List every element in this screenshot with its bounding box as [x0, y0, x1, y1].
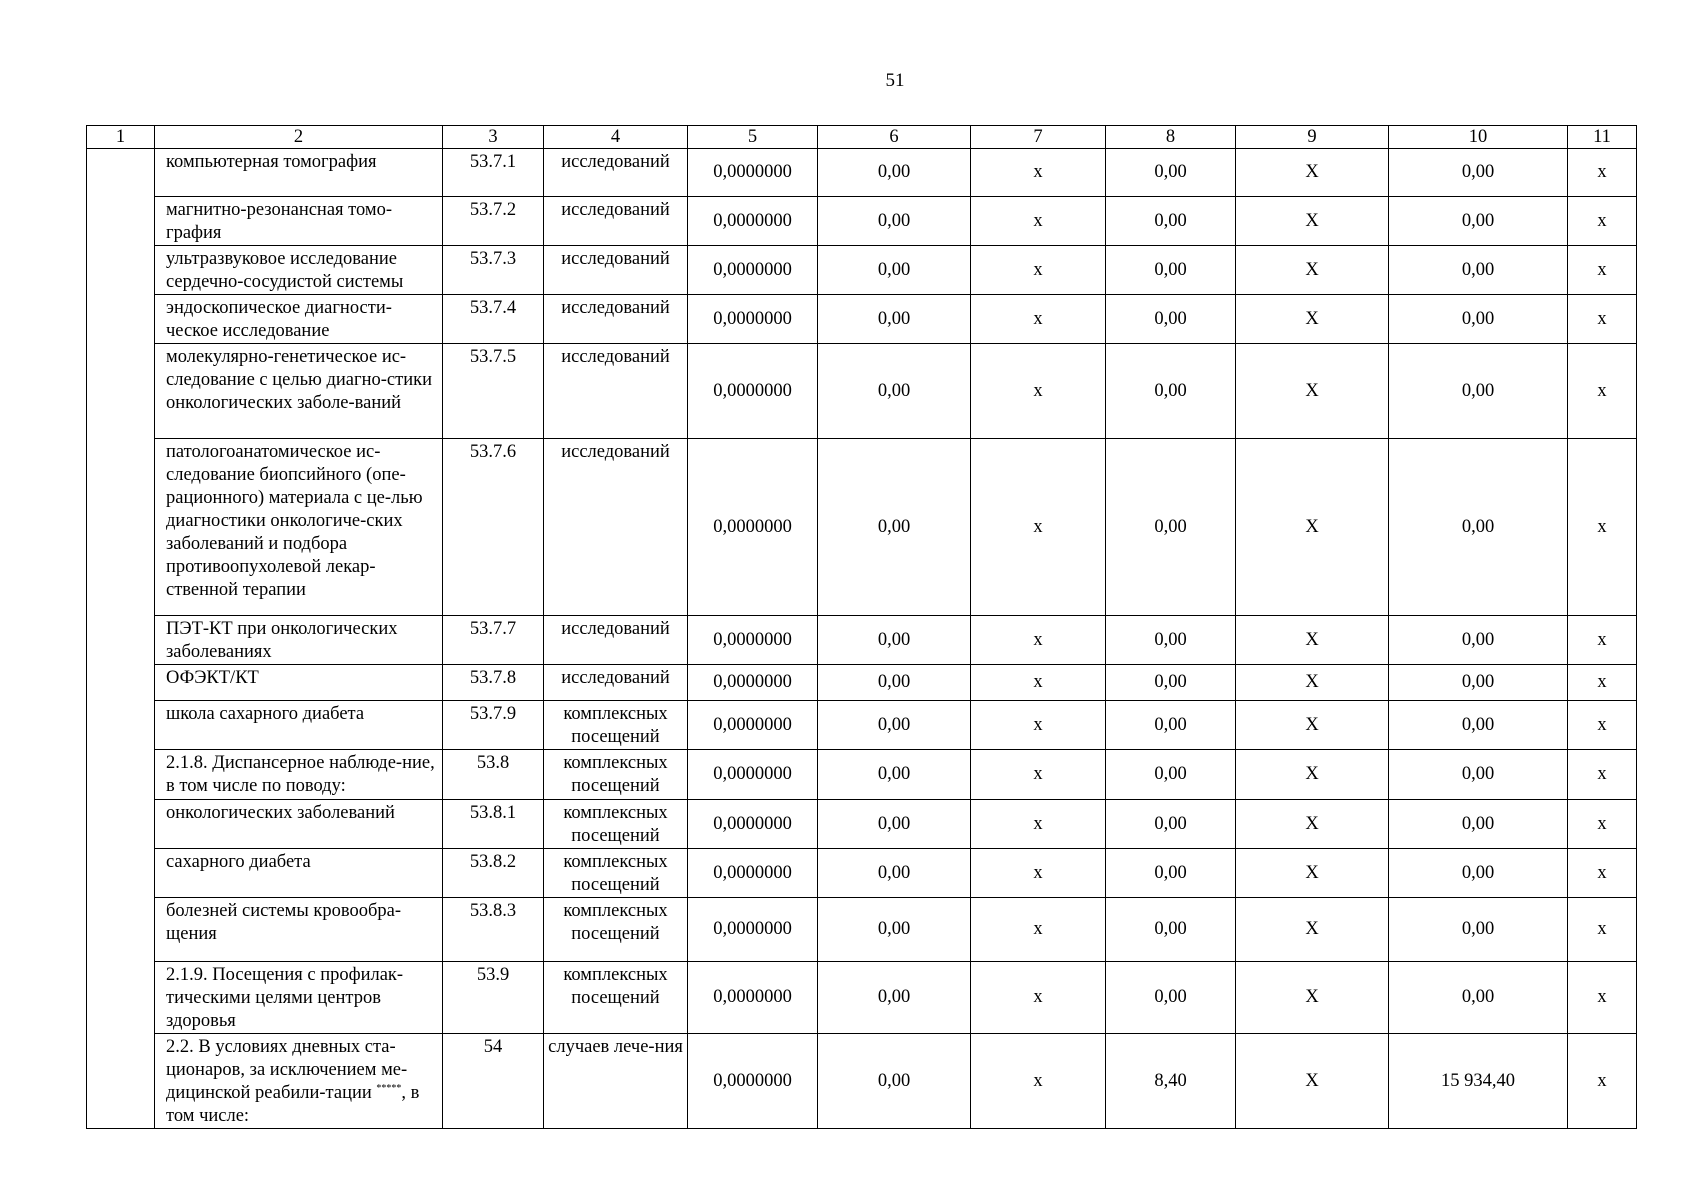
cell-col-5: 0,0000000 [688, 439, 818, 616]
cell-col-8: 0,00 [1106, 962, 1236, 1034]
cell-col-11: х [1568, 800, 1637, 849]
cell-col-11: х [1568, 750, 1637, 800]
cell-col-10: 0,00 [1389, 849, 1568, 898]
row-unit: комплексных посещений [544, 898, 688, 962]
cell-col-6: 0,00 [818, 616, 971, 665]
cell-col-8: 0,00 [1106, 800, 1236, 849]
table-row [87, 800, 1637, 849]
cell-col-11: х [1568, 701, 1637, 750]
row-name: эндоскопическое диагности-ческое исследование [155, 295, 443, 344]
row-unit: исследований [544, 149, 688, 197]
cell-col-9: X [1236, 344, 1389, 439]
cell-col-7: х [971, 616, 1106, 665]
cell-col-5: 0,0000000 [688, 849, 818, 898]
column-header: 4 [544, 126, 688, 149]
cell-col-5: 0,0000000 [688, 246, 818, 295]
cell-col-6: 0,00 [818, 800, 971, 849]
cell-col-11: х [1568, 246, 1637, 295]
data-table [86, 125, 1637, 1129]
cell-col-7: х [971, 898, 1106, 962]
cell-col-6: 0,00 [818, 898, 971, 962]
cell-col-8: 8,40 [1106, 1034, 1236, 1129]
cell-col-9: X [1236, 149, 1389, 197]
cell-col-11: х [1568, 197, 1637, 246]
cell-col-5: 0,0000000 [688, 197, 818, 246]
cell-col-7: х [971, 439, 1106, 616]
cell-col-10: 0,00 [1389, 197, 1568, 246]
cell-col-9: X [1236, 750, 1389, 800]
row-name: магнитно-резонансная томо-графия [155, 197, 443, 246]
column-header: 10 [1389, 126, 1568, 149]
table-row [87, 962, 1637, 1034]
cell-col-8: 0,00 [1106, 149, 1236, 197]
table-row [87, 246, 1637, 295]
cell-col-5: 0,0000000 [688, 750, 818, 800]
cell-col-10: 0,00 [1389, 701, 1568, 750]
cell-col-9: X [1236, 962, 1389, 1034]
cell-col-7: х [971, 295, 1106, 344]
row-unit: исследований [544, 246, 688, 295]
table-row [87, 701, 1637, 750]
cell-col-5: 0,0000000 [688, 898, 818, 962]
cell-col-7: х [971, 344, 1106, 439]
row-unit: исследований [544, 439, 688, 616]
header-row [87, 126, 1637, 149]
cell-col-9: X [1236, 800, 1389, 849]
row-unit: комплексных посещений [544, 800, 688, 849]
row-name: онкологических заболеваний [155, 800, 443, 849]
cell-col-10: 0,00 [1389, 439, 1568, 616]
table-row [87, 149, 1637, 197]
row-code: 53.7.9 [443, 701, 544, 750]
cell-col-9: X [1236, 246, 1389, 295]
column-header: 1 [87, 126, 155, 149]
cell-col-8: 0,00 [1106, 898, 1236, 962]
column-header: 5 [688, 126, 818, 149]
cell-col-5: 0,0000000 [688, 295, 818, 344]
cell-col-11: х [1568, 1034, 1637, 1129]
cell-col-6: 0,00 [818, 750, 971, 800]
cell-col-6: 0,00 [818, 295, 971, 344]
cell-col-6: 0,00 [818, 439, 971, 616]
column-header: 7 [971, 126, 1106, 149]
table-row [87, 295, 1637, 344]
row-code: 53.7.7 [443, 616, 544, 665]
page-number: 51 [885, 70, 905, 91]
row-name-text: 2.2. В условиях дневных ста-ционаров, за исключением ме-дицинской реабили-тации [166, 1037, 408, 1103]
cell-col-8: 0,00 [1106, 616, 1236, 665]
row-code: 53.8.1 [443, 800, 544, 849]
row-name: сахарного диабета [155, 849, 443, 898]
cell-col-10: 15 934,40 [1389, 1034, 1568, 1129]
row-name: молекулярно-генетическое ис-следование с целью диагно-стики онкологических заболе-ваний [155, 344, 443, 439]
cell-col-8: 0,00 [1106, 246, 1236, 295]
row-unit: исследований [544, 344, 688, 439]
cell-col-10: 0,00 [1389, 246, 1568, 295]
cell-col-10: 0,00 [1389, 800, 1568, 849]
cell-col-8: 0,00 [1106, 344, 1236, 439]
cell-col-5: 0,0000000 [688, 149, 818, 197]
row-code: 53.7.1 [443, 149, 544, 197]
row-code: 53.7.3 [443, 246, 544, 295]
row-unit: комплексных посещений [544, 701, 688, 750]
cell-col-8: 0,00 [1106, 439, 1236, 616]
cell-col-9: X [1236, 439, 1389, 616]
cell-col-10: 0,00 [1389, 295, 1568, 344]
cell-col-10: 0,00 [1389, 149, 1568, 197]
row-code: 53.9 [443, 962, 544, 1034]
row-unit: исследований [544, 197, 688, 246]
row-unit: исследований [544, 295, 688, 344]
row-code: 53.7.8 [443, 665, 544, 701]
cell-col-8: 0,00 [1106, 750, 1236, 800]
cell-col-10: 0,00 [1389, 665, 1568, 701]
cell-col-5: 0,0000000 [688, 665, 818, 701]
cell-col-11: х [1568, 149, 1637, 197]
cell-col-11: х [1568, 962, 1637, 1034]
cell-col-11: х [1568, 439, 1637, 616]
cell-col-6: 0,00 [818, 149, 971, 197]
cell-col-7: х [971, 246, 1106, 295]
cell-col-11: х [1568, 849, 1637, 898]
cell-col-9: X [1236, 295, 1389, 344]
cell-col-5: 0,0000000 [688, 1034, 818, 1129]
cell-col-5: 0,0000000 [688, 962, 818, 1034]
row-code: 53.7.2 [443, 197, 544, 246]
row-name-tail: , в том числе: [166, 1083, 420, 1126]
cell-col-5: 0,0000000 [688, 344, 818, 439]
row-name: ультразвуковое исследование сердечно-сосудистой системы [155, 246, 443, 295]
column-header: 8 [1106, 126, 1236, 149]
row-code: 53.7.6 [443, 439, 544, 616]
row-unit: комплексных посещений [544, 849, 688, 898]
row-name: ПЭТ-КТ при онкологических заболеваниях [155, 616, 443, 665]
cell-col-8: 0,00 [1106, 665, 1236, 701]
cell-col-6: 0,00 [818, 344, 971, 439]
table-row [87, 849, 1637, 898]
cell-col-6: 0,00 [818, 665, 971, 701]
cell-col-11: х [1568, 295, 1637, 344]
cell-col-5: 0,0000000 [688, 800, 818, 849]
cell-col-7: х [971, 750, 1106, 800]
row-code: 53.8.2 [443, 849, 544, 898]
cell-col-10: 0,00 [1389, 616, 1568, 665]
cell-col-7: х [971, 197, 1106, 246]
cell-col-11: х [1568, 344, 1637, 439]
cell-col-10: 0,00 [1389, 344, 1568, 439]
cell-col-6: 0,00 [818, 962, 971, 1034]
cell-col-9: X [1236, 665, 1389, 701]
column-header: 9 [1236, 126, 1389, 149]
table-row [87, 344, 1637, 439]
cell-col-11: х [1568, 665, 1637, 701]
row-name [155, 1034, 443, 1129]
cell-col-7: х [971, 1034, 1106, 1129]
cell-col-5: 0,0000000 [688, 616, 818, 665]
cell-col-7: х [971, 849, 1106, 898]
cell-col-7: х [971, 149, 1106, 197]
row-name: болезней системы кровообра-щения [155, 898, 443, 962]
row-code: 54 [443, 1034, 544, 1129]
row-unit: случаев лече-ния [544, 1034, 688, 1129]
cell-col-9: X [1236, 701, 1389, 750]
cell-col-9: X [1236, 898, 1389, 962]
row-code: 53.8.3 [443, 898, 544, 962]
table-row [87, 616, 1637, 665]
cell-col-11: х [1568, 898, 1637, 962]
cell-col-7: х [971, 800, 1106, 849]
cell-col-6: 0,00 [818, 701, 971, 750]
row-name: ОФЭКТ/КТ [155, 665, 443, 701]
column-header: 11 [1568, 126, 1637, 149]
cell-col-10: 0,00 [1389, 898, 1568, 962]
cell-col-9: X [1236, 197, 1389, 246]
row-name: патологоанатомическое ис-следование биопсийного (опе-рационного) материала с це-лью диагностики онкологиче-ских заболеваний и подбора противоопухолевой лекар-ственной терапии [155, 439, 443, 616]
row-unit: комплексных посещений [544, 750, 688, 800]
cell-col-8: 0,00 [1106, 295, 1236, 344]
row-name: 2.1.9. Посещения с профилак-тическими целями центров здоровья [155, 962, 443, 1034]
cell-col-9: X [1236, 1034, 1389, 1129]
footnote-marker: ***** [376, 1082, 402, 1094]
row-code: 53.8 [443, 750, 544, 800]
cell-col-9: X [1236, 616, 1389, 665]
cell-col-6: 0,00 [818, 1034, 971, 1129]
row-code: 53.7.5 [443, 344, 544, 439]
row-name: 2.1.8. Диспансерное наблюде-ние, в том числе по поводу: [155, 750, 443, 800]
table-row [87, 750, 1637, 800]
cell-col-7: х [971, 701, 1106, 750]
cell-col-7: х [971, 962, 1106, 1034]
column-header: 3 [443, 126, 544, 149]
table-row [87, 665, 1637, 701]
row-unit: исследований [544, 665, 688, 701]
cell-col-8: 0,00 [1106, 197, 1236, 246]
cell-col-10: 0,00 [1389, 750, 1568, 800]
row-unit: исследований [544, 616, 688, 665]
column-header: 6 [818, 126, 971, 149]
cell-col-8: 0,00 [1106, 701, 1236, 750]
row-code: 53.7.4 [443, 295, 544, 344]
row-unit: комплексных посещений [544, 962, 688, 1034]
cell-col-5: 0,0000000 [688, 701, 818, 750]
cell-col-9: X [1236, 849, 1389, 898]
cell-col-6: 0,00 [818, 197, 971, 246]
row-name: школа сахарного диабета [155, 701, 443, 750]
column-header: 2 [155, 126, 443, 149]
table-row [87, 197, 1637, 246]
cell-col-6: 0,00 [818, 849, 971, 898]
cell-col-11: х [1568, 616, 1637, 665]
table-row [87, 898, 1637, 962]
cell-col-6: 0,00 [818, 246, 971, 295]
cell-col-8: 0,00 [1106, 849, 1236, 898]
row-name: компьютерная томография [155, 149, 443, 197]
table-row [87, 1034, 1637, 1129]
table-row [87, 439, 1637, 616]
cell-col-10: 0,00 [1389, 962, 1568, 1034]
cell-col-7: х [971, 665, 1106, 701]
merged-column-1-cell [87, 149, 155, 1129]
